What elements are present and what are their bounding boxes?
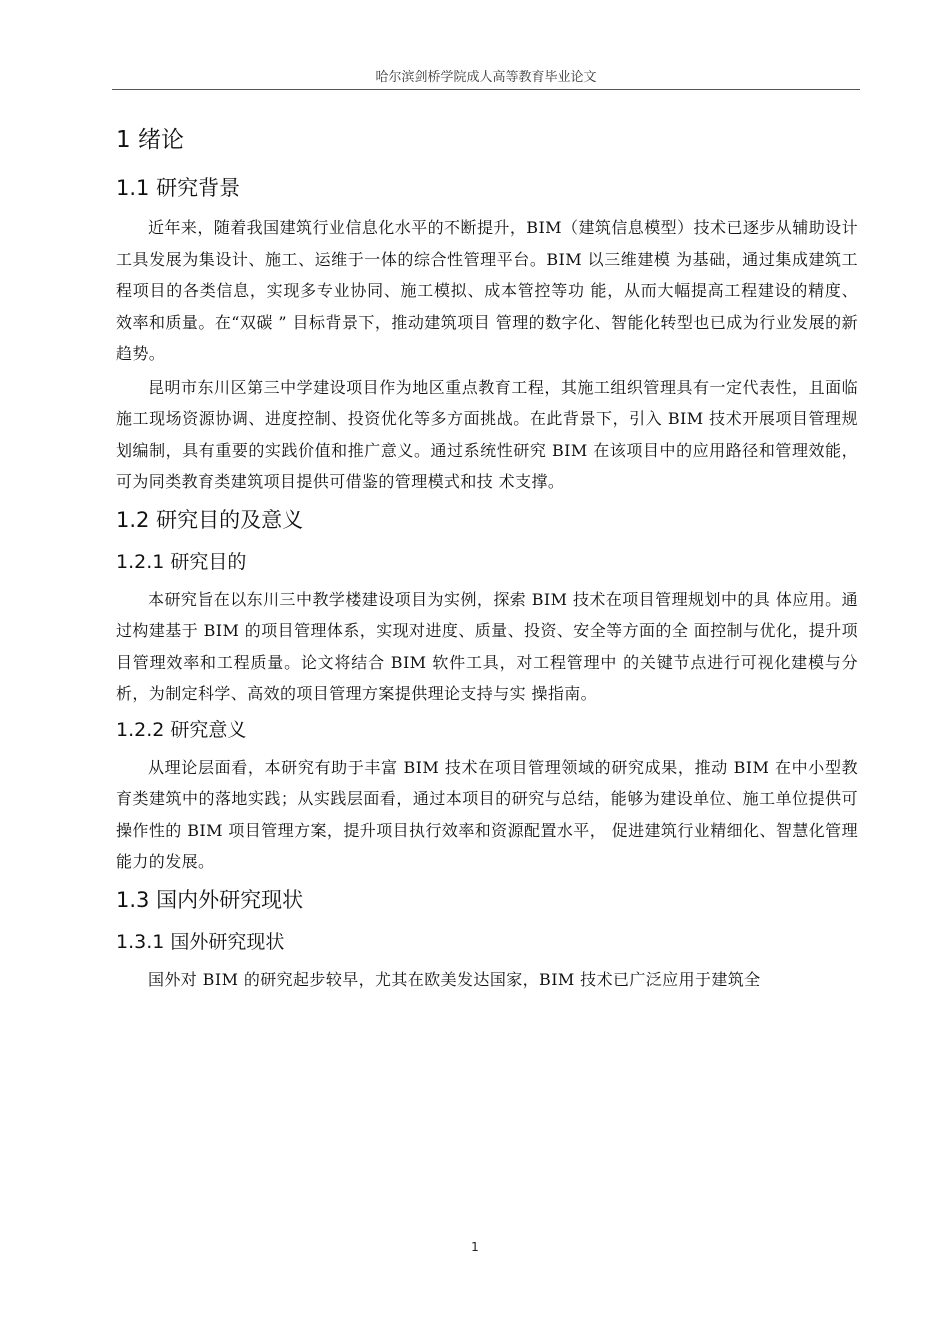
paragraph-1-3-1: 国外对 BIM 的研究起步较早，尤其在欧美发达国家，BIM 技术已广泛应用于建筑全 xyxy=(148,969,761,989)
section-title-1-2: 1.2 研究目的及意义 xyxy=(116,507,304,532)
section-title-1-3: 1.3 国内外研究现状 xyxy=(116,887,304,912)
page-number: 1 xyxy=(471,1240,479,1254)
paragraph-1-1-b: 昆明市东川区第三中学建设项目作为地区重点教育工程，其施工组织管理具有一定代表性，且面临施工现场资源协调、进度控制、投资优化等多方面挑战。在此背景下，引入 BIM 技术开展项目管理规划编制，具有重要的实践价值和推广意义。通过系统性研究 BIM 在该项目中的应用路径和管理效能，可为同类教育类建筑项目提供可借鉴的管理模式和技 术支撑。 xyxy=(116,377,858,491)
header-rule xyxy=(112,89,860,90)
page-header: 哈尔滨剑桥学院成人高等教育毕业论文 xyxy=(375,70,597,85)
document-body xyxy=(116,118,858,997)
paragraph-1-2-2: 从理论层面看，本研究有助于丰富 BIM 技术在项目管理领域的研究成果，推动 BIM 在中小型教育类建筑中的落地实践；从实践层面看，通过本项目的研究与总结，能够为建设单位、施工单位提供可操作性的 BIM 项目管理方案，提升项目执行效率和资源配置水平， 促进建筑行业精细化、智慧化管理能力的发展。 xyxy=(116,757,858,871)
subsection-title-1-2-1: 1.2.1 研究目的 xyxy=(116,550,247,573)
paragraph-1-2-1: 本研究旨在以东川三中教学楼建设项目为实例，探索 BIM 技术在项目管理规划中的具 体应用。通过构建基于 BIM 的项目管理体系，实现对进度、质量、投资、安全等方面的全 面控制与优化，提升项目管理效率和工程质量。论文将结合 BIM 软件工具，对工程管理中 的关键节点进行可视化建模与分析，为制定科学、高效的项目管理方案提供理论支持与实 操指南。 xyxy=(116,589,858,703)
section-title-1-1: 1.1 研究背景 xyxy=(116,176,241,200)
subsection-title-1-2-2: 1.2.2 研究意义 xyxy=(116,718,247,741)
paragraph-1-1-a: 近年来，随着我国建筑行业信息化水平的不断提升，BIM（建筑信息模型）技术已逐步从辅助设计工具发展为集设计、施工、运维于一体的综合性管理平台。BIM 以三维建模 为基础，通过集成建筑工程项目的各类信息，实现多专业协同、施工模拟、成本管控等功 能，从而大幅提高工程建设的精度、效率和质量。在“双碳 ” 目标背景下，推动建筑项目 管理的数字化、智能化转型也已成为行业发展的新趋势。 xyxy=(116,218,858,363)
chapter-title: 1 绪论 xyxy=(116,127,184,153)
subsection-title-1-3-1: 1.3.1 国外研究现状 xyxy=(116,930,285,953)
